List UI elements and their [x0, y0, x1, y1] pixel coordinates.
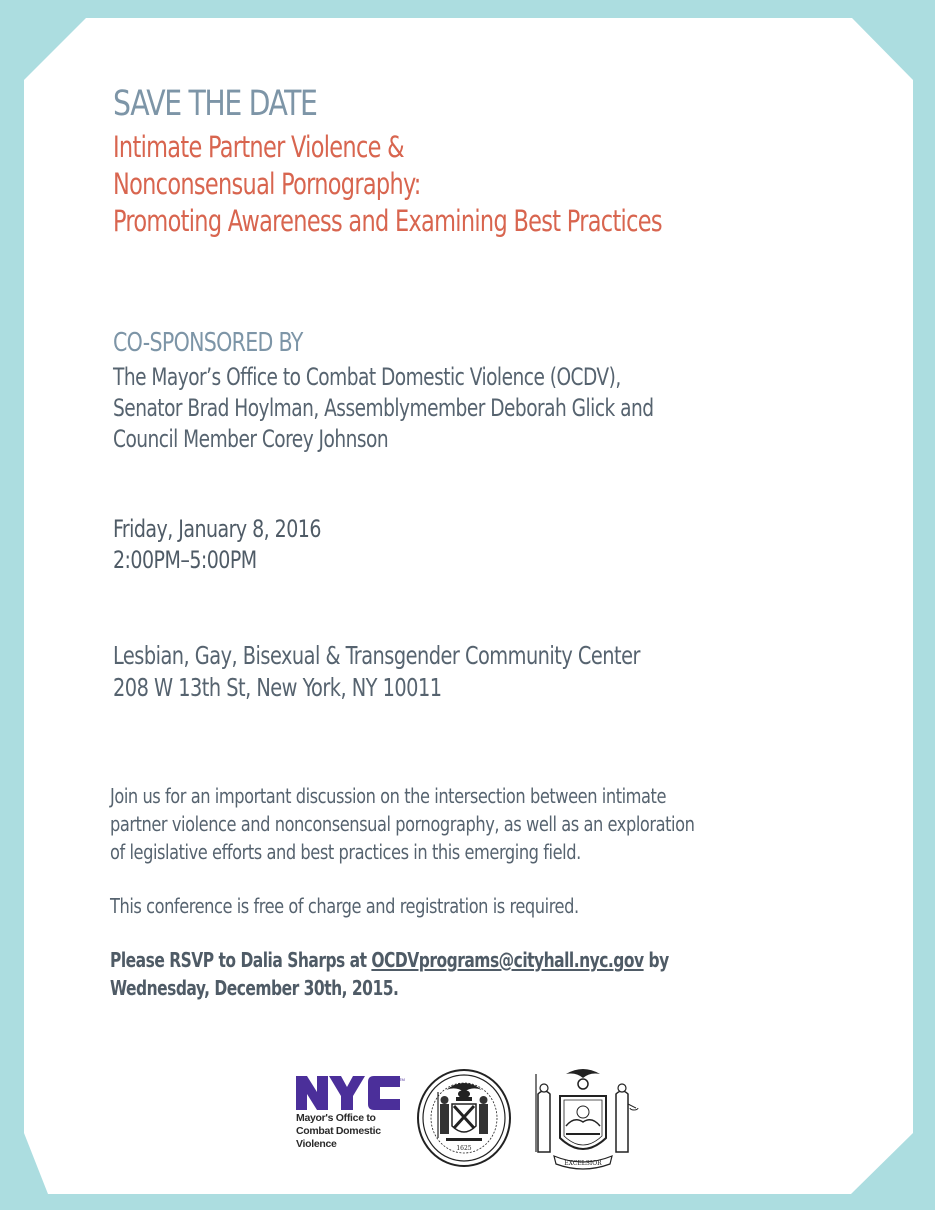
- rsvp-line: [110, 948, 669, 972]
- trademark-mark: TM: [399, 1077, 405, 1082]
- ny-state-seal-icon: [526, 1064, 640, 1172]
- rsvp-deadline: Wednesday, December 30th, 2015.: [110, 976, 399, 1000]
- description-line-3: of legislative efforts and best practices in this emerging field.: [110, 840, 581, 864]
- event-title-line-2: Nonconsensual Pornography:: [113, 167, 421, 201]
- free-registration-note: This conference is free of charge and registration is required.: [110, 894, 579, 918]
- event-date: Friday, January 8, 2016: [113, 515, 321, 543]
- venue-name: Lesbian, Gay, Bisexual & Transgender Community Center: [113, 641, 640, 670]
- venue-address: 208 W 13th St, New York, NY 10011: [113, 673, 442, 702]
- description-line-2: partner violence and nonconsensual pornography, as well as an exploration: [110, 812, 695, 836]
- sponsor-line-1: The Mayor’s Office to Combat Domestic Violence (OCDV),: [113, 363, 621, 391]
- event-title-line-1: Intimate Partner Violence &: [113, 130, 404, 164]
- nyc-wordmark-logo: [296, 1076, 404, 1110]
- nyc-city-seal-icon: [416, 1068, 512, 1168]
- event-time: 2:00PM–5:00PM: [113, 546, 257, 574]
- rsvp-suffix: by: [643, 948, 669, 972]
- nyc-ocdv-logo: [296, 1076, 406, 1166]
- city-seal-year: 1625: [456, 1145, 472, 1152]
- state-seal-motto: EXCELSIOR: [564, 1160, 602, 1167]
- sponsor-line-2: Senator Brad Hoylman, Assemblymember Deborah Glick and: [113, 394, 654, 422]
- ocdv-line-1: Mayor's Office to: [296, 1112, 376, 1124]
- description-line-1: Join us for an important discussion on the intersection between intimate: [110, 784, 667, 808]
- ocdv-line-2: Combat Domestic: [296, 1125, 381, 1137]
- rsvp-email-link[interactable]: OCDVprograms@cityhall.nyc.gov: [371, 948, 644, 972]
- event-title-line-3: Promoting Awareness and Examining Best Practices: [113, 204, 662, 238]
- cosponsored-heading: CO-SPONSORED BY: [113, 328, 303, 358]
- rsvp-prefix: Please RSVP to Dalia Sharps at: [110, 948, 372, 972]
- save-the-date-heading: SAVE THE DATE: [113, 84, 317, 124]
- ocdv-wordmark: [296, 1112, 381, 1151]
- sponsor-line-3: Council Member Corey Johnson: [113, 425, 389, 453]
- ocdv-line-3: Violence: [296, 1138, 337, 1150]
